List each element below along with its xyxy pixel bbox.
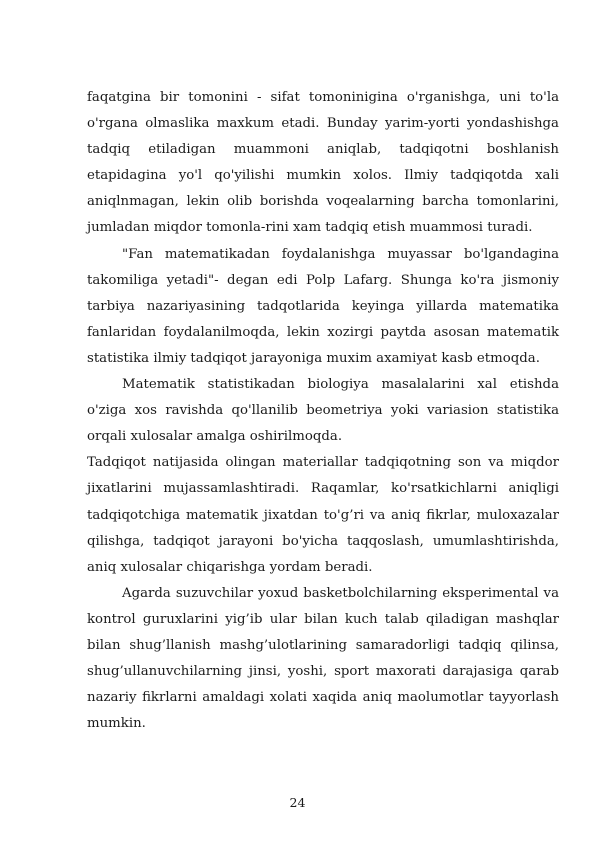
paragraph-1: faqatgina bir tomonini - sifat tomoninigina o'rganishga, uni to'la o'rgana olmaslika maxkum etadi. Bunday yarim-yorti yondashishga tadqiq etiladigan muammoni aniqlab, tadqiqotni boshlanish etapidagina yo'l qo'yilishi mumkin xolos. Ilmiy tadqiqotda xali aniqlnmagan, lekin olib borishda voqealarning barcha tomonlarini, jumladan miqdor tomonla-rini xam tadqiq etish muammosi turadi. — [87, 90, 559, 236]
body-text — [87, 85, 559, 737]
paragraph-2: "Fan matematikadan foydalanishga muyassar bo'lgandagina takomiliga yetadi"- degan edi Polp Lafarg. Shunga ko'ra jismoniy tarbiya nazariyasining tadqotlarida keyinga yillarda matematika fanlaridan foydalanilmoqda, lekin xozirgi paytda asosan matematik statistika ilmiy tadqiqot jarayoniga muxim axamiyat kasb etmoqda. — [87, 246, 559, 366]
paragraph-5: Agarda suzuvchilar yoxud basketbolchilarning eksperimental va kontrol guruxlarini yig’ib ular bilan kuch talab qiladigan mashqlar bilan shug’llanish mashg’ulotlarining samaradorligi tadqiq qilinsa, shug’ullanuvchilarning jinsi, yoshi, sport maxorati darajasiga qarab nazariy fikrlarni amaldagi xolati xaqida aniq maolumotlar tayyorlash mumkin. — [87, 585, 559, 732]
paragraph-3: Matematik statistikadan biologiya masalalarini xal etishda o'ziga xos ravishda qo'llanilib beometriya yoki variasion statistika orqali xulosalar amalga oshirilmoqda. — [87, 377, 559, 445]
page-number: 24 — [289, 795, 306, 810]
paragraph-4: Tadqiqot natijasida olingan materiallar tadqiqotning son va miqdor jixatlarini mujassamlashtiradi. Raqamlar, ko'rsatkichlarni aniqligi tadqiqotchiga matematik jixatdan to'g’ri va aniq fikrlar, muloxazalar qilishga, tadqiqot jarayoni bo'yicha taqqoslash, umumlashtirishda, aniq xulosalar chiqarishga yordam beradi. — [87, 455, 559, 575]
